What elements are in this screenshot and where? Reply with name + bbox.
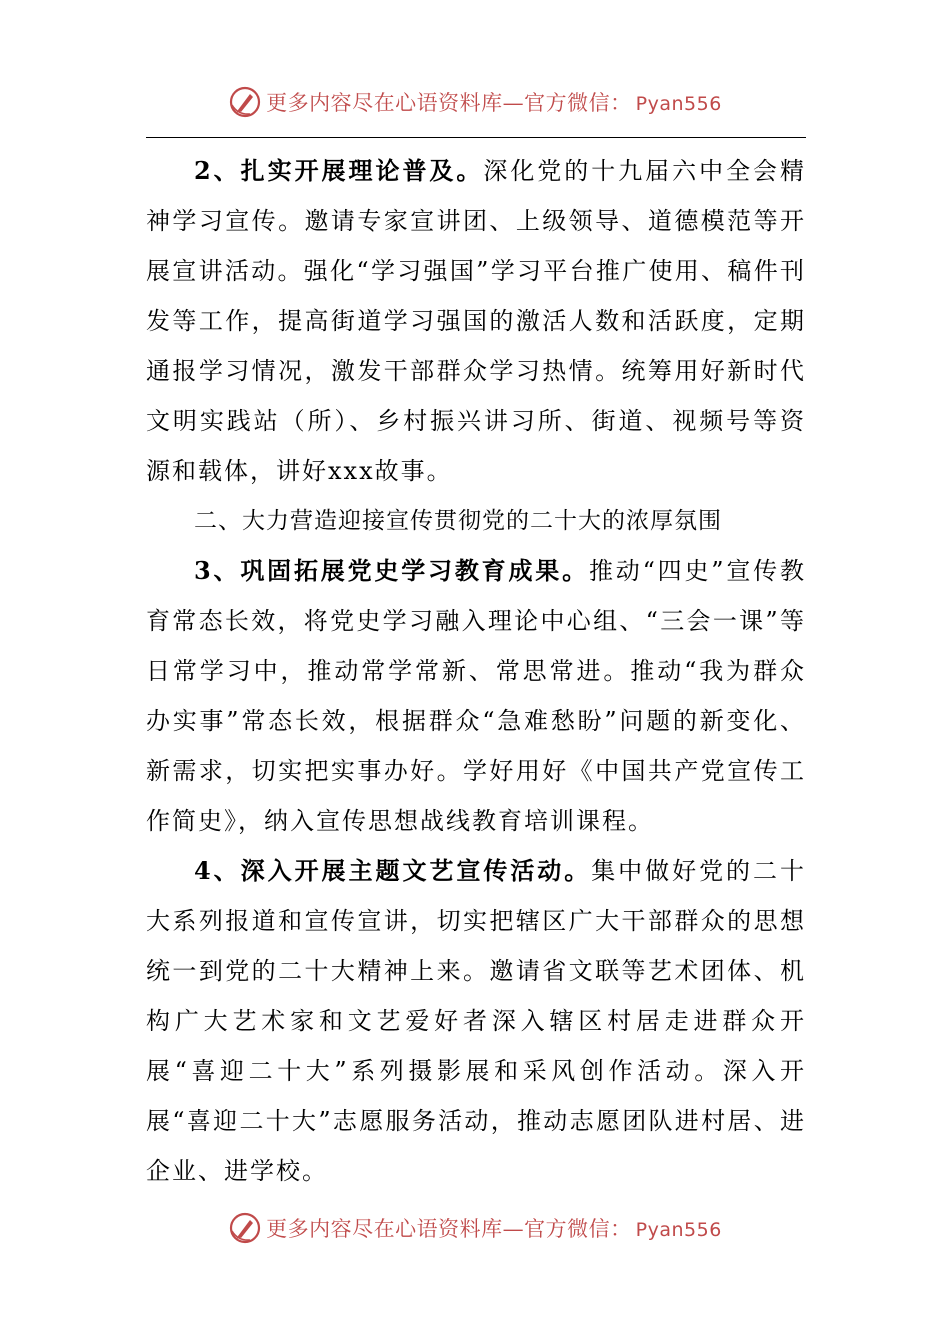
watermark-wechat-id: Pyan556	[635, 1219, 722, 1241]
watermark-wechat-id: Pyan556	[635, 93, 722, 115]
paragraph-4-body: 集中做好党的二十大系列报道和宣传宣讲，切实把辖区广大干部群众的思想统一到党的二十大精神上来。邀请省文联等艺术团体、机构广大艺术家和文艺爱好者深入辖区村居走进群众开展“喜迎二十大”系列摄影展和采风创作活动。深入开展“喜迎二十大”志愿服务活动，推动志愿团队进村居、进企业、进学校。	[146, 857, 806, 1185]
paragraph-2	[146, 146, 806, 496]
section-heading-2: 二、大力营造迎接宣传贯彻党的二十大的浓厚氛围	[194, 508, 722, 534]
paragraph-2-body: 深化党的十九届六中全会精神学习宣传。邀请专家宣讲团、上级领导、道德模范等开展宣讲活动。强化“学习强国”学习平台推广使用、稿件刊发等工作，提高街道学习强国的激活人数和活跃度，定期通报学习情况，激发干部群众学习热情。统筹用好新时代文明实践站（所）、乡村振兴讲习所、街道、视频号等资源和载体，讲好xxx故事。	[146, 157, 807, 485]
paragraph-4-title: 4、深入开展主题文艺宣传活动。	[194, 856, 592, 885]
header-divider	[146, 137, 806, 138]
paragraph-3-title: 3、巩固拓展党史学习教育成果。	[194, 556, 589, 585]
watermark-label: 更多内容尽在心语资料库—官方微信：	[266, 1217, 632, 1241]
watermark-text	[266, 87, 722, 117]
watermark-text	[266, 1213, 722, 1243]
paragraph-4	[146, 846, 806, 1196]
paragraph-3	[146, 546, 806, 846]
pen-nib-logo-icon	[228, 1211, 262, 1245]
watermark-label: 更多内容尽在心语资料库—官方微信：	[266, 91, 632, 115]
paragraph-2-title: 2、扎实开展理论普及。	[194, 156, 484, 185]
document-body	[146, 146, 806, 1196]
watermark-footer	[0, 1206, 950, 1250]
paragraph-3-body: 推动“四史”宣传教育常态长效，将党史学习融入理论中心组、“三会一课”等日常学习中，推动常学常新、常思常进。推动“我为群众办实事”常态长效，根据群众“急难愁盼”问题的新变化、新需求，切实把实事办好。学好用好《中国共产党宣传工作简史》，纳入宣传思想战线教育培训课程。	[146, 557, 806, 835]
watermark-header	[0, 80, 950, 124]
pen-nib-logo-icon	[228, 85, 262, 119]
